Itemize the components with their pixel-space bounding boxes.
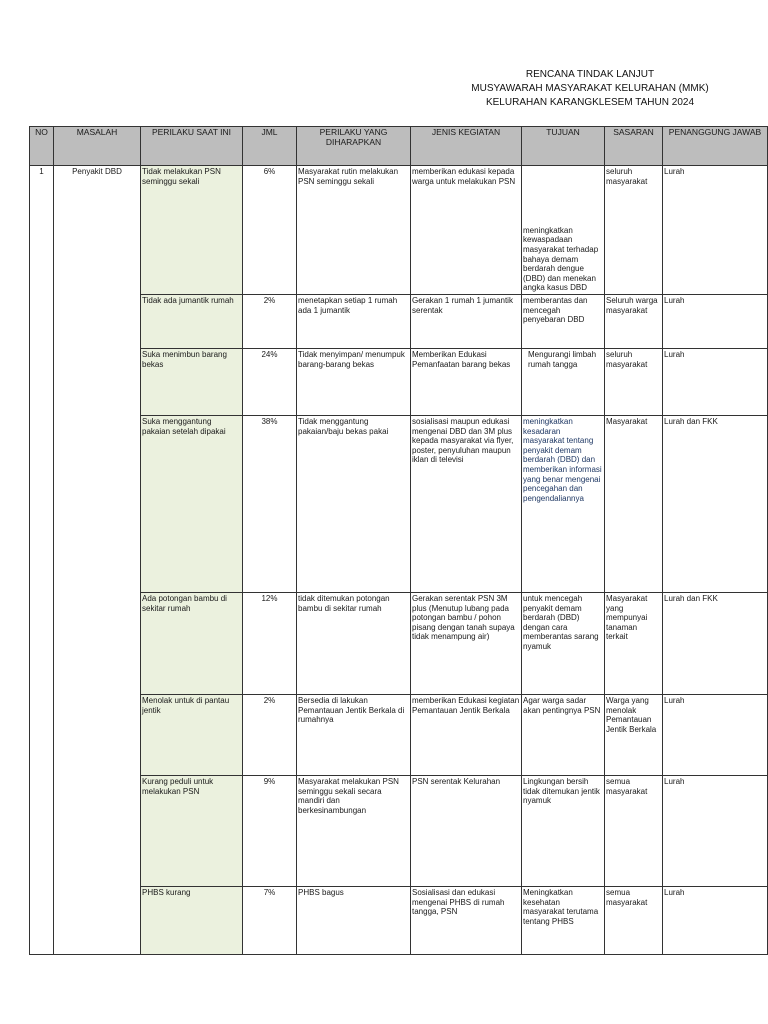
target-group: seluruh masyarakat [605,166,663,295]
table-row [30,776,768,887]
activity-type: memberikan Edukasi kegiatan Pemantauan Jentik Berkala [411,695,522,776]
header-masalah: MASALAH [54,127,141,166]
current-behavior: Tidak ada jumantik rumah [141,295,243,349]
expected-behavior: tidak ditemukan potongan bambu di sekitar rumah [297,593,411,695]
target-group: semua masyarakat [605,887,663,955]
table-row [30,416,768,593]
target-group: Warga yang menolak Pemantauan Jentik Berkala [605,695,663,776]
objective: Agar warga sadar akan pentingnya PSN [522,695,605,776]
objective: meningkatkan kewaspadaan masyarakat terhadap bahaya demam berdarah dengue (DBD) dan menekan angka kasus DBD [522,166,605,295]
table-row [30,166,768,295]
responsible: Lurah dan FKK [663,416,768,593]
activity-type: PSN serentak Kelurahan [411,776,522,887]
objective: memberantas dan mencegah penyebaran DBD [522,295,605,349]
header-perilaku-diharapkan: PERILAKU YANG DIHARAPKAN [297,127,411,166]
expected-behavior: Masyarakat rutin melakukan PSN seminggu sekali [297,166,411,295]
problem-cell: Penyakit DBD [54,166,141,955]
current-behavior: Suka menggantung pakaian setelah dipakai [141,416,243,593]
objective: Mengurangi limbah rumah tangga [522,349,605,416]
document-title [440,68,740,110]
percentage: 38% [243,416,297,593]
responsible: Lurah [663,166,768,295]
expected-behavior: Tidak menggantung pakaian/baju bekas pakai [297,416,411,593]
expected-behavior: PHBS bagus [297,887,411,955]
responsible: Lurah [663,695,768,776]
header-perilaku: PERILAKU SAAT INI [141,127,243,166]
header-no: NO [30,127,54,166]
activity-type: Sosialisasi dan edukasi mengenai PHBS di rumah tangga, PSN [411,887,522,955]
responsible: Lurah [663,349,768,416]
target-group: semua masyarakat [605,776,663,887]
percentage: 12% [243,593,297,695]
header-tujuan: TUJUAN [522,127,605,166]
activity-type: memberikan edukasi kepada warga untuk melakukan PSN [411,166,522,295]
percentage: 6% [243,166,297,295]
responsible: Lurah [663,295,768,349]
expected-behavior: Masyarakat melakukan PSN seminggu sekali secara mandiri dan berkesinambungan [297,776,411,887]
percentage: 9% [243,776,297,887]
target-group: Masyarakat yang mempunyai tanaman terkait [605,593,663,695]
expected-behavior: menetapkan setiap 1 rumah ada 1 jumantik [297,295,411,349]
row-number: 1 [30,166,54,955]
header-penanggung-jawab: PENANGGUNG JAWAB [663,127,768,166]
objective: untuk mencegah penyakit demam berdarah (DBD) dengan cara memberantas sarang nyamuk [522,593,605,695]
current-behavior: Suka menimbun barang bekas [141,349,243,416]
header-row [30,127,768,166]
header-sasaran: SASARAN [605,127,663,166]
table-row [30,695,768,776]
target-group: seluruh masyarakat [605,349,663,416]
current-behavior: PHBS kurang [141,887,243,955]
title-line-3: KELURAHAN KARANGKLESEM TAHUN 2024 [485,97,695,108]
target-group: Masyarakat [605,416,663,593]
title-line-1: RENCANA TINDAK LANJUT [525,69,655,80]
responsible: Lurah dan FKK [663,593,768,695]
percentage: 2% [243,295,297,349]
table-row [30,593,768,695]
action-plan-table [29,126,768,955]
objective: Lingkungan bersih tidak ditemukan jentik nyamuk [522,776,605,887]
objective: Meningkatkan kesehatan masyarakat terutama tentang PHBS [522,887,605,955]
activity-type: Gerakan serentak PSN 3M plus (Menutup lubang pada potongan bambu / pohon pisang dengan tanah supaya tidak menampung air) [411,593,522,695]
responsible: Lurah [663,887,768,955]
percentage: 24% [243,349,297,416]
header-jenis-kegiatan: JENIS KEGIATAN [411,127,522,166]
current-behavior: Menolak untuk di pantau jentik [141,695,243,776]
activity-type: Gerakan 1 rumah 1 jumantik serentak [411,295,522,349]
percentage: 2% [243,695,297,776]
current-behavior: Ada potongan bambu di sekitar rumah [141,593,243,695]
current-behavior: Kurang peduli untuk melakukan PSN [141,776,243,887]
activity-type: Memberikan Edukasi Pemanfaatan barang bekas [411,349,522,416]
target-group: Seluruh warga masyarakat [605,295,663,349]
header-jml: JML [243,127,297,166]
expected-behavior: Bersedia di lakukan Pemantauan Jentik Berkala di rumahnya [297,695,411,776]
title-line-2: MUSYAWARAH MASYARAKAT KELURAHAN (MMK) [471,83,709,94]
table-row [30,349,768,416]
current-behavior: Tidak melakukan PSN seminggu sekali [141,166,243,295]
objective: meningkatkan kesadaran masyarakat tentang penyakit demam berdarah (DBD) dan memberikan informasi yang benar mengenai pencegahan dan pengendaliannya [522,416,605,593]
table-row [30,887,768,955]
expected-behavior: Tidak menyimpan/ menumpuk barang-barang bekas [297,349,411,416]
table-row [30,295,768,349]
responsible: Lurah [663,776,768,887]
percentage: 7% [243,887,297,955]
activity-type: sosialisasi maupun edukasi mengenai DBD dan 3M plus kepada masyarakat via flyer, poster, penyuluhan maupun iklan di televisi [411,416,522,593]
